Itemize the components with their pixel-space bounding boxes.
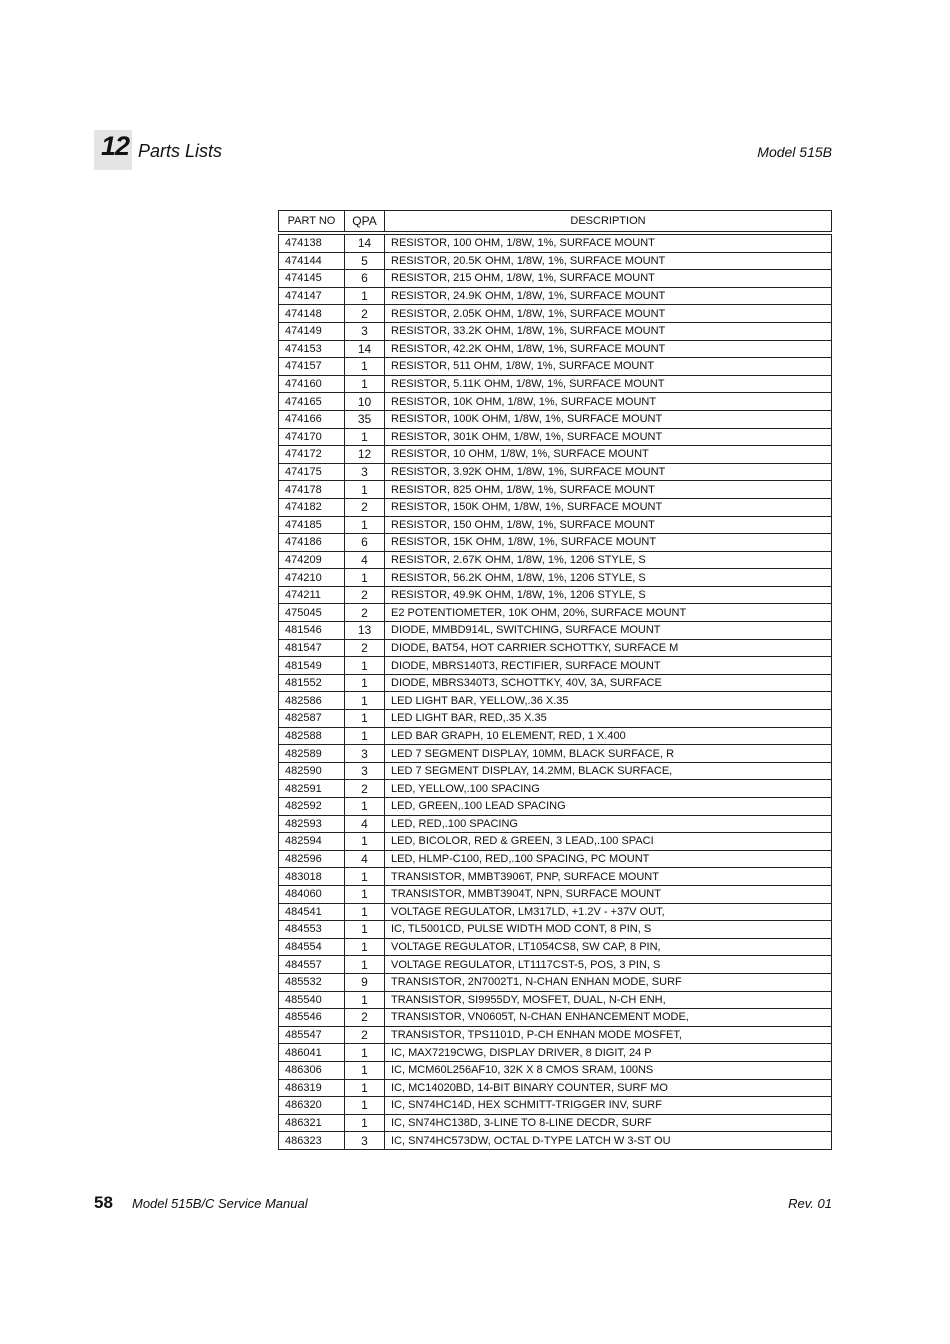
table-row: [279, 534, 832, 552]
qpa-cell: 1: [345, 358, 385, 376]
description-cell: RESISTOR, 20.5K OHM, 1/8W, 1%, SURFACE MOUNT: [385, 252, 832, 270]
table-row: [279, 692, 832, 710]
part-no-cell: 486306: [279, 1061, 345, 1079]
qpa-cell: 5: [345, 252, 385, 270]
table-row: [279, 287, 832, 305]
description-cell: RESISTOR, 2.67K OHM, 1/8W, 1%, 1206 STYLE, S: [385, 551, 832, 569]
part-no-cell: 486320: [279, 1097, 345, 1115]
qpa-cell: 1: [345, 1044, 385, 1062]
qpa-cell: 1: [345, 833, 385, 851]
description-cell: TRANSISTOR, VN0605T, N-CHAN ENHANCEMENT MODE,: [385, 1009, 832, 1027]
table-row: [279, 270, 832, 288]
qpa-cell: 1: [345, 375, 385, 393]
part-no-cell: 481549: [279, 657, 345, 675]
qpa-cell: 1: [345, 727, 385, 745]
table-row: [279, 428, 832, 446]
table-row: [279, 868, 832, 886]
part-no-cell: 485532: [279, 973, 345, 991]
part-no-cell: 482587: [279, 710, 345, 728]
revision: Rev. 01: [788, 1196, 832, 1211]
description-cell: IC, MCM60L256AF10, 32K X 8 CMOS SRAM, 100NS: [385, 1061, 832, 1079]
part-no-cell: 474148: [279, 305, 345, 323]
description-cell: RESISTOR, 15K OHM, 1/8W, 1%, SURFACE MOUNT: [385, 534, 832, 552]
description-cell: RESISTOR, 825 OHM, 1/8W, 1%, SURFACE MOUNT: [385, 481, 832, 499]
qpa-cell: 1: [345, 674, 385, 692]
part-no-cell: 474138: [279, 233, 345, 252]
description-cell: LED, YELLOW,.100 SPACING: [385, 780, 832, 798]
qpa-cell: 1: [345, 569, 385, 587]
description-cell: DIODE, MBRS340T3, SCHOTTKY, 40V, 3A, SURFACE: [385, 674, 832, 692]
qpa-cell: 3: [345, 1132, 385, 1150]
part-no-cell: 474149: [279, 322, 345, 340]
qpa-cell: 14: [345, 340, 385, 358]
page-number: 58: [94, 1193, 113, 1212]
part-no-cell: 474172: [279, 446, 345, 464]
description-cell: TRANSISTOR, MMBT3906T, PNP, SURFACE MOUNT: [385, 868, 832, 886]
part-no-cell: 485540: [279, 991, 345, 1009]
table-row: [279, 1061, 832, 1079]
qpa-cell: 1: [345, 287, 385, 305]
description-cell: RESISTOR, 10K OHM, 1/8W, 1%, SURFACE MOUNT: [385, 393, 832, 411]
description-cell: LED, RED,.100 SPACING: [385, 815, 832, 833]
part-no-cell: 486319: [279, 1079, 345, 1097]
qpa-cell: 1: [345, 991, 385, 1009]
qpa-cell: 1: [345, 1061, 385, 1079]
description-cell: LED, BICOLOR, RED & GREEN, 3 LEAD,.100 SPACI: [385, 833, 832, 851]
part-no-cell: 481547: [279, 639, 345, 657]
description-cell: VOLTAGE REGULATOR, LM317LD, +1.2V - +37V OUT,: [385, 903, 832, 921]
qpa-cell: 3: [345, 745, 385, 763]
table-row: [279, 903, 832, 921]
qpa-cell: 6: [345, 534, 385, 552]
qpa-cell: 2: [345, 586, 385, 604]
qpa-cell: 1: [345, 885, 385, 903]
chapter-number: 12: [101, 131, 130, 161]
part-no-cell: 482592: [279, 798, 345, 816]
description-cell: VOLTAGE REGULATOR, LT1117CST-5, POS, 3 PIN, S: [385, 956, 832, 974]
table-row: [279, 322, 832, 340]
table-row: [279, 1114, 832, 1132]
table-row: [279, 498, 832, 516]
description-cell: RESISTOR, 49.9K OHM, 1/8W, 1%, 1206 STYLE, S: [385, 586, 832, 604]
table-row: [279, 233, 832, 252]
qpa-cell: 4: [345, 551, 385, 569]
description-cell: TRANSISTOR, 2N7002T1, N-CHAN ENHAN MODE, SURF: [385, 973, 832, 991]
header-qpa: QPA: [345, 211, 385, 234]
part-no-cell: 481552: [279, 674, 345, 692]
qpa-cell: 1: [345, 710, 385, 728]
qpa-cell: 1: [345, 657, 385, 675]
part-no-cell: 482596: [279, 850, 345, 868]
description-cell: RESISTOR, 150 OHM, 1/8W, 1%, SURFACE MOUNT: [385, 516, 832, 534]
qpa-cell: 4: [345, 815, 385, 833]
qpa-cell: 3: [345, 463, 385, 481]
part-no-cell: 474178: [279, 481, 345, 499]
table-row: [279, 657, 832, 675]
qpa-cell: 14: [345, 233, 385, 252]
part-no-cell: 474153: [279, 340, 345, 358]
qpa-cell: 10: [345, 393, 385, 411]
part-no-cell: 482586: [279, 692, 345, 710]
qpa-cell: 1: [345, 938, 385, 956]
part-no-cell: 474147: [279, 287, 345, 305]
part-no-cell: 474210: [279, 569, 345, 587]
description-cell: IC, SN74HC138D, 3-LINE TO 8-LINE DECDR, SURF: [385, 1114, 832, 1132]
part-no-cell: 484060: [279, 885, 345, 903]
description-cell: LED LIGHT BAR, YELLOW,.36 X.35: [385, 692, 832, 710]
description-cell: RESISTOR, 100 OHM, 1/8W, 1%, SURFACE MOUNT: [385, 233, 832, 252]
part-no-cell: 484553: [279, 921, 345, 939]
part-no-cell: 482589: [279, 745, 345, 763]
table-row: [279, 358, 832, 376]
part-no-cell: 474145: [279, 270, 345, 288]
table-row: [279, 551, 832, 569]
description-cell: TRANSISTOR, SI9955DY, MOSFET, DUAL, N-CH ENH,: [385, 991, 832, 1009]
table-row: [279, 622, 832, 640]
description-cell: IC, MC14020BD, 14-BIT BINARY COUNTER, SURF MO: [385, 1079, 832, 1097]
table-row: [279, 1079, 832, 1097]
table-row: [279, 604, 832, 622]
table-row: [279, 375, 832, 393]
parts-table: [278, 210, 832, 1150]
description-cell: LED 7 SEGMENT DISPLAY, 10MM, BLACK SURFACE, R: [385, 745, 832, 763]
part-no-cell: 474185: [279, 516, 345, 534]
table-row: [279, 850, 832, 868]
qpa-cell: 6: [345, 270, 385, 288]
table-row: [279, 305, 832, 323]
qpa-cell: 3: [345, 322, 385, 340]
description-cell: VOLTAGE REGULATOR, LT1054CS8, SW CAP, 8 PIN,: [385, 938, 832, 956]
qpa-cell: 2: [345, 498, 385, 516]
part-no-cell: 486323: [279, 1132, 345, 1150]
table-row: [279, 481, 832, 499]
table-row: [279, 727, 832, 745]
qpa-cell: 1: [345, 428, 385, 446]
header-model: Model 515B: [757, 144, 832, 160]
table-row: [279, 252, 832, 270]
table-row: [279, 639, 832, 657]
qpa-cell: 2: [345, 1009, 385, 1027]
part-no-cell: 485546: [279, 1009, 345, 1027]
table-row: [279, 973, 832, 991]
part-no-cell: 475045: [279, 604, 345, 622]
table-row: [279, 516, 832, 534]
qpa-cell: 12: [345, 446, 385, 464]
qpa-cell: 1: [345, 1079, 385, 1097]
qpa-cell: 1: [345, 516, 385, 534]
part-no-cell: 486321: [279, 1114, 345, 1132]
table-row: [279, 446, 832, 464]
part-no-cell: 474209: [279, 551, 345, 569]
header-description: DESCRIPTION: [385, 211, 832, 234]
part-no-cell: 474144: [279, 252, 345, 270]
table-row: [279, 1009, 832, 1027]
part-no-cell: 474160: [279, 375, 345, 393]
part-no-cell: 484541: [279, 903, 345, 921]
qpa-cell: 2: [345, 305, 385, 323]
qpa-cell: 2: [345, 639, 385, 657]
qpa-cell: 13: [345, 622, 385, 640]
qpa-cell: 2: [345, 780, 385, 798]
part-no-cell: 483018: [279, 868, 345, 886]
qpa-cell: 1: [345, 956, 385, 974]
table-row: [279, 340, 832, 358]
table-header-row: [279, 211, 832, 234]
description-cell: RESISTOR, 5.11K OHM, 1/8W, 1%, SURFACE MOUNT: [385, 375, 832, 393]
description-cell: DIODE, BAT54, HOT CARRIER SCHOTTKY, SURFACE M: [385, 639, 832, 657]
description-cell: TRANSISTOR, MMBT3904T, NPN, SURFACE MOUNT: [385, 885, 832, 903]
qpa-cell: 1: [345, 798, 385, 816]
table-row: [279, 586, 832, 604]
description-cell: LED 7 SEGMENT DISPLAY, 14.2MM, BLACK SURFACE,: [385, 762, 832, 780]
table-row: [279, 463, 832, 481]
header-part-no: PART NO: [279, 211, 345, 234]
description-cell: TRANSISTOR, TPS1101D, P-CH ENHAN MODE MOSFET,: [385, 1026, 832, 1044]
description-cell: RESISTOR, 150K OHM, 1/8W, 1%, SURFACE MOUNT: [385, 498, 832, 516]
description-cell: IC, SN74HC14D, HEX SCHMITT-TRIGGER INV, SURF: [385, 1097, 832, 1115]
part-no-cell: 474157: [279, 358, 345, 376]
part-no-cell: 484554: [279, 938, 345, 956]
description-cell: IC, TL5001CD, PULSE WIDTH MOD CONT, 8 PIN, S: [385, 921, 832, 939]
table-row: [279, 745, 832, 763]
table-row: [279, 798, 832, 816]
description-cell: RESISTOR, 10 OHM, 1/8W, 1%, SURFACE MOUNT: [385, 446, 832, 464]
table-row: [279, 1026, 832, 1044]
part-no-cell: 474186: [279, 534, 345, 552]
description-cell: E2 POTENTIOMETER, 10K OHM, 20%, SURFACE MOUNT: [385, 604, 832, 622]
qpa-cell: 1: [345, 921, 385, 939]
qpa-cell: 9: [345, 973, 385, 991]
description-cell: RESISTOR, 3.92K OHM, 1/8W, 1%, SURFACE MOUNT: [385, 463, 832, 481]
qpa-cell: 1: [345, 1114, 385, 1132]
part-no-cell: 474175: [279, 463, 345, 481]
description-cell: DIODE, MBRS140T3, RECTIFIER, SURFACE MOUNT: [385, 657, 832, 675]
description-cell: RESISTOR, 511 OHM, 1/8W, 1%, SURFACE MOUNT: [385, 358, 832, 376]
part-no-cell: 481546: [279, 622, 345, 640]
part-no-cell: 474165: [279, 393, 345, 411]
table-row: [279, 956, 832, 974]
part-no-cell: 474166: [279, 410, 345, 428]
qpa-cell: 1: [345, 481, 385, 499]
description-cell: RESISTOR, 301K OHM, 1/8W, 1%, SURFACE MOUNT: [385, 428, 832, 446]
qpa-cell: 2: [345, 1026, 385, 1044]
description-cell: RESISTOR, 2.05K OHM, 1/8W, 1%, SURFACE MOUNT: [385, 305, 832, 323]
qpa-cell: 35: [345, 410, 385, 428]
description-cell: LED, GREEN,.100 LEAD SPACING: [385, 798, 832, 816]
table-row: [279, 710, 832, 728]
part-no-cell: 482590: [279, 762, 345, 780]
description-cell: RESISTOR, 33.2K OHM, 1/8W, 1%, SURFACE MOUNT: [385, 322, 832, 340]
table-row: [279, 921, 832, 939]
table-row: [279, 1097, 832, 1115]
description-cell: RESISTOR, 100K OHM, 1/8W, 1%, SURFACE MOUNT: [385, 410, 832, 428]
description-cell: LED, HLMP-C100, RED,.100 SPACING, PC MOUNT: [385, 850, 832, 868]
table-row: [279, 569, 832, 587]
description-cell: IC, MAX7219CWG, DISPLAY DRIVER, 8 DIGIT, 24 P: [385, 1044, 832, 1062]
table-row: [279, 815, 832, 833]
table-row: [279, 938, 832, 956]
table-row: [279, 833, 832, 851]
part-no-cell: 486041: [279, 1044, 345, 1062]
part-no-cell: 484557: [279, 956, 345, 974]
part-no-cell: 482593: [279, 815, 345, 833]
part-no-cell: 482591: [279, 780, 345, 798]
qpa-cell: 3: [345, 762, 385, 780]
table-row: [279, 1132, 832, 1150]
part-no-cell: 482594: [279, 833, 345, 851]
chapter-title: Parts Lists: [138, 141, 223, 161]
qpa-cell: 1: [345, 1097, 385, 1115]
table-row: [279, 1044, 832, 1062]
description-cell: DIODE, MMBD914L, SWITCHING, SURFACE MOUNT: [385, 622, 832, 640]
description-cell: RESISTOR, 24.9K OHM, 1/8W, 1%, SURFACE MOUNT: [385, 287, 832, 305]
table-row: [279, 674, 832, 692]
description-cell: LED LIGHT BAR, RED,.35 X.35: [385, 710, 832, 728]
description-cell: RESISTOR, 215 OHM, 1/8W, 1%, SURFACE MOUNT: [385, 270, 832, 288]
table-row: [279, 393, 832, 411]
part-no-cell: 482588: [279, 727, 345, 745]
qpa-cell: 4: [345, 850, 385, 868]
description-cell: LED BAR GRAPH, 10 ELEMENT, RED, 1 X.400: [385, 727, 832, 745]
table-row: [279, 991, 832, 1009]
qpa-cell: 1: [345, 868, 385, 886]
table-row: [279, 762, 832, 780]
description-cell: RESISTOR, 42.2K OHM, 1/8W, 1%, SURFACE MOUNT: [385, 340, 832, 358]
qpa-cell: 1: [345, 903, 385, 921]
table-row: [279, 885, 832, 903]
part-no-cell: 485547: [279, 1026, 345, 1044]
description-cell: RESISTOR, 56.2K OHM, 1/8W, 1%, 1206 STYLE, S: [385, 569, 832, 587]
table-row: [279, 410, 832, 428]
description-cell: IC, SN74HC573DW, OCTAL D-TYPE LATCH W 3-ST OU: [385, 1132, 832, 1150]
part-no-cell: 474170: [279, 428, 345, 446]
manual-title: Model 515B/C Service Manual: [132, 1196, 308, 1211]
part-no-cell: 474211: [279, 586, 345, 604]
qpa-cell: 2: [345, 604, 385, 622]
part-no-cell: 474182: [279, 498, 345, 516]
parts-table-body: [279, 233, 832, 1149]
qpa-cell: 1: [345, 692, 385, 710]
table-row: [279, 780, 832, 798]
